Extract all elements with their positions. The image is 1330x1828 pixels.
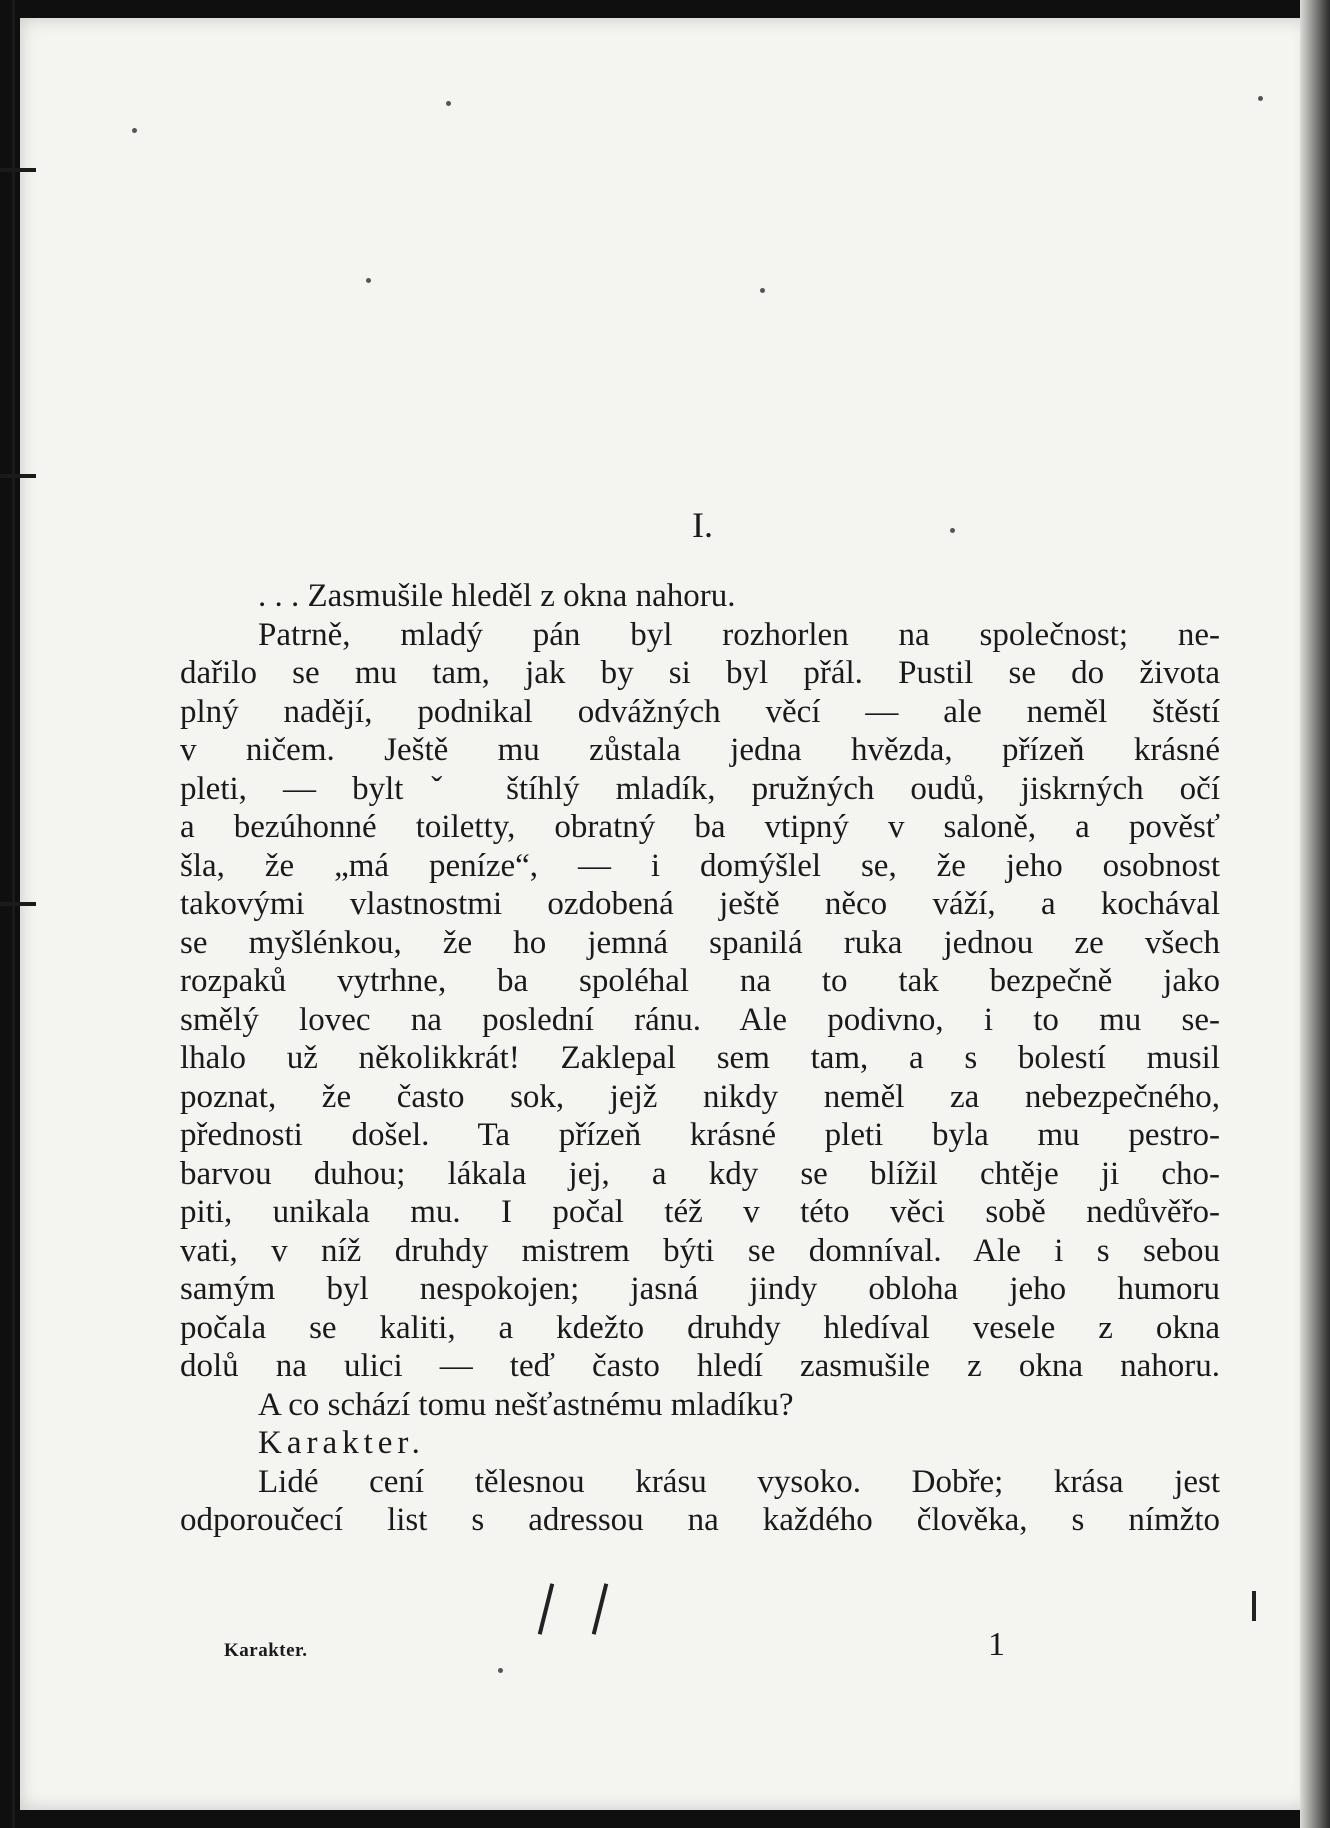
text-line: smělý lovec na poslední ránu. Ale podivno, i to mu se- (180, 1001, 1220, 1038)
text-line: přednosti došel. Ta přízeň krásné pleti byla mu pestro- (180, 1117, 1220, 1153)
paper-speck (950, 528, 955, 533)
text-line: vati, v níž druhdy mistrem býti se domníval. Ale i s sebou (180, 1232, 1220, 1269)
text-line: rozpaků vytrhne, ba spoléhal na to tak bezpečně jako (180, 963, 1220, 999)
text-line: dařilo se mu tam, jak by si byl přál. Pustil se do života (180, 655, 1220, 691)
paper-speck (498, 1668, 503, 1673)
text-line: šla, že „má peníze“, — i domýšlel se, že jeho osobnost (180, 847, 1220, 884)
text-line: počala se kaliti, a kdežto druhdy hledíval vesele z okna (180, 1309, 1220, 1346)
binding-tick (0, 168, 36, 172)
text-line: Patrně, mladý pán byl rozhorlen na společnost; ne- (258, 616, 1220, 653)
page-edge-shadow (1300, 0, 1330, 1828)
binding-tick (0, 902, 36, 906)
text-line: a bezúhonné toiletty, obratný ba vtipný v saloně, a pověsť (180, 809, 1220, 845)
paper-speck (366, 278, 371, 283)
margin-mark (1252, 1591, 1256, 1621)
paper-speck (760, 288, 765, 293)
text-line: dolů na ulici — teď často hledí zasmušile z okna nahoru. (180, 1348, 1220, 1384)
text-line: samým byl nespokojen; jasná jindy obloha jeho humoru (180, 1271, 1220, 1307)
text-line: lhalo už několikkrát! Zaklepal sem tam, a s bolestí musil (180, 1040, 1220, 1076)
text-line: poznat, že často sok, jejž nikdy neměl za nebezpečného, (180, 1078, 1220, 1115)
text-line: piti, unikala mu. I počal též v této věci sobě nedůvěřo- (180, 1194, 1220, 1230)
text-line: se myšlénkou, že ho jemná spanilá ruka jednou ze všech (180, 924, 1220, 961)
text-line: v ničem. Ještě mu zůstala jedna hvězda, přízeň krásné (180, 732, 1220, 768)
footer-signature: Karakter. (224, 1640, 308, 1661)
text-line: Karakter. (258, 1425, 425, 1461)
text-line: Lidé cení tělesnou krásu vysoko. Dobře; krása jest (258, 1463, 1220, 1500)
body-text (180, 577, 1220, 1540)
paper-speck (1258, 96, 1263, 101)
text-line: barvou duhou; lákala jej, a kdy se blížil chtěje ji cho- (180, 1155, 1220, 1192)
text-line: takovými vlastnostmi ozdobená ještě něco váží, a kochával (180, 886, 1220, 922)
binding-rule (12, 0, 15, 1828)
text-line: plný nadějí, podnikal odvážných věcí — ale neměl štěstí (180, 693, 1220, 730)
stray-pen-stroke (538, 1583, 554, 1634)
text-line: A co schází tomu nešťastnému mladíku? (258, 1386, 794, 1423)
paper-sheet (20, 18, 1310, 1810)
text-line: . . . Zasmušile hleděl z okna nahoru. (258, 578, 736, 614)
chapter-heading: I. (692, 505, 713, 545)
text-line: odporoučecí list s adressou na každého člověka, s nímžto (180, 1502, 1220, 1538)
paper-speck (446, 101, 451, 106)
paper-speck (132, 128, 137, 133)
page-number: 1 (988, 1626, 1005, 1663)
binding-tick (0, 474, 36, 478)
text-line: pleti, — byltˇ štíhlý mladík, pružných oudů, jiskrných očí (180, 770, 1220, 807)
stray-pen-stroke (592, 1583, 608, 1634)
